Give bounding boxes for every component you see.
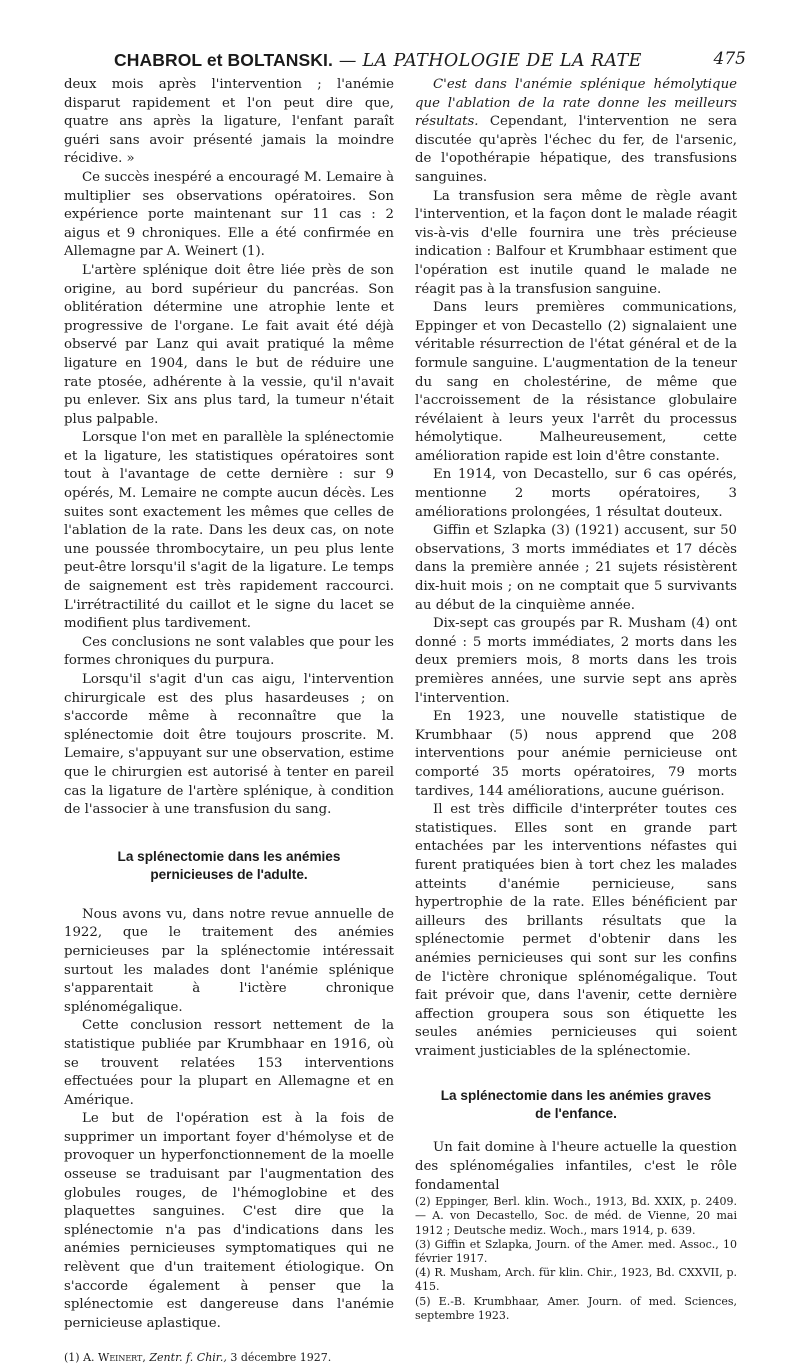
page-number: 475 — [713, 49, 746, 69]
footnotes-right — [415, 1195, 737, 1323]
footnote: (2) Eppinger, Berl. klin. Woch., 1913, Bd. XXIX, p. 2409. — A. von Decastello, Soc. de méd. de Vienne, 20 mai 1912 ; Deutsche mediz. Woch., mars 1914, p. 639. — [415, 1195, 737, 1237]
paragraph: Un fait domine à l'heure actuelle la question des splénomégalies infantiles, c'est le rôle fondamental — [415, 1140, 737, 1193]
paragraph: Lorsque l'on met en parallèle la splénectomie et la ligature, les statistiques opératoires sont tout à l'avantage de cette dernière : sur 9 opérés, M. Lemaire ne compte aucun décès. Les suites sont exactement les mêmes que celles de l'ablation de la rate. Dans les deux cas, on note une poussée thrombocytaire, un peu plus lente peut-être lorsqu'il s'agit de la ligature. Le temps de saignement est très rapidement raccourci. L'irrétractilité du caillot et le signe du lacet se modifient plus tardivement. — [64, 430, 394, 632]
header-running-title: LA PATHOLOGIE DE LA RATE — [362, 51, 642, 71]
paragraph: En 1914, von Decastello, sur 6 cas opérés, mentionne 2 morts opératoires, 3 améliorations prolongées, 1 résultat douteux. — [415, 467, 737, 520]
paragraph: En 1923, une nouvelle statistique de Krumbhaar (5) nous apprend que 208 interventions pour anémie pernicieuse ont comporté 35 morts opératoires, 79 morts tardives, 144 améliorations, aucune guérison. — [415, 709, 737, 799]
footnote-author: A. Weinert, — [83, 1351, 146, 1365]
paragraph: Cette conclusion ressort nettement de la statistique publiée par Krumbhaar en 1916, où se trouvent relatées 153 interventions effectuées pour la plupart en Allemagne et en Amérique. — [64, 1018, 394, 1108]
paragraph: Ces conclusions ne sont valables que pour les formes chroniques du purpura. — [64, 634, 394, 669]
footnote-journal: Zentr. f. Chir., — [149, 1351, 227, 1365]
section-heading-child: La splénectomie dans les anémies graves de l'enfance. — [440, 1088, 712, 1122]
paragraph: Giffin et Szlapka (3) (1921) accusent, sur 50 observations, 3 morts immédiates et 17 décès dans la première année ; 21 sujets résistèrent dix-huit mois ; on ne comptait que 5 survivants au début de la cinquième année. — [415, 523, 737, 613]
left-column — [64, 76, 394, 1366]
running-head — [114, 47, 642, 74]
header-separator: — — [338, 51, 357, 71]
italic-statement: C'est dans l'anémie splénique hémolytique que l'ablation de la rate donne les meilleurs résultats. — [415, 77, 737, 130]
paragraph: Lorsqu'il s'agit d'un cas aigu, l'intervention chirurgicale est des plus hasardeuses ; on s'accorde même à reconnaître que la splénectomie doit être toujours proscrite. M. Lemaire, s'appuyant sur une observation, estime que le chirurgien est autorisé à tenter en pareil cas la ligature de l'artère splénique, à condition de l'associer à une transfusion du sang. — [64, 672, 394, 818]
paragraph — [415, 76, 737, 188]
paragraph: Il est très difficile d'interpréter toutes ces statistiques. Elles sont en grande part entachées par les interventions néfastes qui furent pratiquées bien à tort chez les malades atteints d'anémie pernicieuse, sans hypertrophie de la rate. Elles bénéficient par ailleurs des brillants résultats que la splénectomie permet d'obtenir dans les anémies pernicieuses qui sont sur les confins de l'ictère chronique splénomégalique. Tout fait prévoir que, dans l'avenir, cette dernière affection groupera sous son étiquette les seules anémies pernicieuses qui soient vraiment justiciables de la splénectomie. — [415, 802, 737, 1059]
section-heading-adult: La splénectomie dans les anémies pernicieuses de l'adulte. — [117, 848, 341, 882]
header-authors: CHABROL et BOLTANSKI. — [114, 50, 333, 70]
paragraph: Dix-sept cas groupés par R. Musham (4) ont donné : 5 morts immédiates, 2 morts dans les deux premiers mois, 8 morts dans les trois premières années, une survie sept ans après l'intervention. — [415, 616, 737, 706]
paragraph: Dans leurs premières communications, Eppinger et von Decastello (2) signalaient une véritable résurrection de l'état général et de la formule sanguine. L'augmentation de la teneur du sang en cholestérine, de même que l'accroissement de la résistance globulaire révélaient à leurs yeux l'arrêt du processus hémolytique. Malheureusement, cette amélioration rapide est loin d'être constante. — [415, 300, 737, 464]
footnote: (4) R. Musham, Arch. für klin. Chir., 1923, Bd. CXXVII, p. 415. — [415, 1266, 737, 1294]
paragraph: Le but de l'opération est à la fois de supprimer un important foyer d'hémolyse et de provoquer un hyperfonctionnement de la moelle osseuse se traduisant par l'augmentation des globules rouges, de l'hémoglobine et des plaquettes sanguines. C'est dire que la splénectomie n'a pas d'indications dans les anémies pernicieuses symptomatiques qui ne relèvent que d'un traitement étiologique. On s'accorde également à penser que la splénectomie est dangereuse dans l'anémie pernicieuse aplastique. — [64, 1111, 394, 1331]
footnote: (5) E.-B. Krumbhaar, Amer. Journ. of med. Sciences, septembre 1923. — [415, 1294, 737, 1322]
paragraph: L'artère splénique doit être liée près de son origine, au bord supérieur du pancréas. Son oblitération détermine une atrophie lente et progressive de l'organe. Le fait avait été déjà observé par Lanz qui avait pratiqué la même ligature en 1904, dans le but de réduire une rate ptosée, adhérente à la vessie, qu'il n'avait pu enlever. Six ans plus tard, la tumeur n'était plus palpable. — [64, 262, 394, 427]
paragraph: Nous avons vu, dans notre revue annuelle de 1922, que le traitement des anémies pernicieuses par la splénectomie intéressait surtout les malades dont l'anémie splénique s'apparentait à l'ictère chronique splénomégalique. — [64, 906, 394, 1015]
paragraph-text: Cependant, l'intervention ne sera discutée qu'après l'échec du fer, de l'arsenic, de l'opothérapie hépatique, des transfusions sanguines. — [415, 114, 737, 185]
footnote — [64, 1351, 394, 1365]
paragraph: deux mois après l'intervention ; l'anémie disparut rapidement et l'on peut dire que, quatre ans après la ligature, l'enfant paraît guéri sans avoir présenté jamais la moindre récidive. » — [64, 77, 394, 167]
paragraph: Ce succès inespéré a encouragé M. Lemaire à multiplier ses observations opératoires. Son expérience porte maintenant sur 11 cas : 2 aigus et 9 chroniques. Elle a été confirmée en Allemagne par A. Weinert (1). — [64, 169, 394, 260]
footnote-rest: 3 décembre 1927. — [230, 1351, 332, 1365]
right-column — [415, 76, 737, 1323]
footnotes-left — [64, 1351, 394, 1365]
footnote: (3) Giffin et Szlapka, Journ. of the Amer. med. Assoc., 10 février 1917. — [415, 1237, 737, 1266]
paragraph: La transfusion sera même de règle avant l'intervention, et la façon dont le malade réagit vis-à-vis d'elle fournira une très précieuse indication : Balfour et Krumbhaar estiment que l'opération est inutile quand le malade ne réagit pas à la transfusion sanguine. — [415, 188, 737, 297]
footnote-number: (1) — [64, 1351, 80, 1365]
